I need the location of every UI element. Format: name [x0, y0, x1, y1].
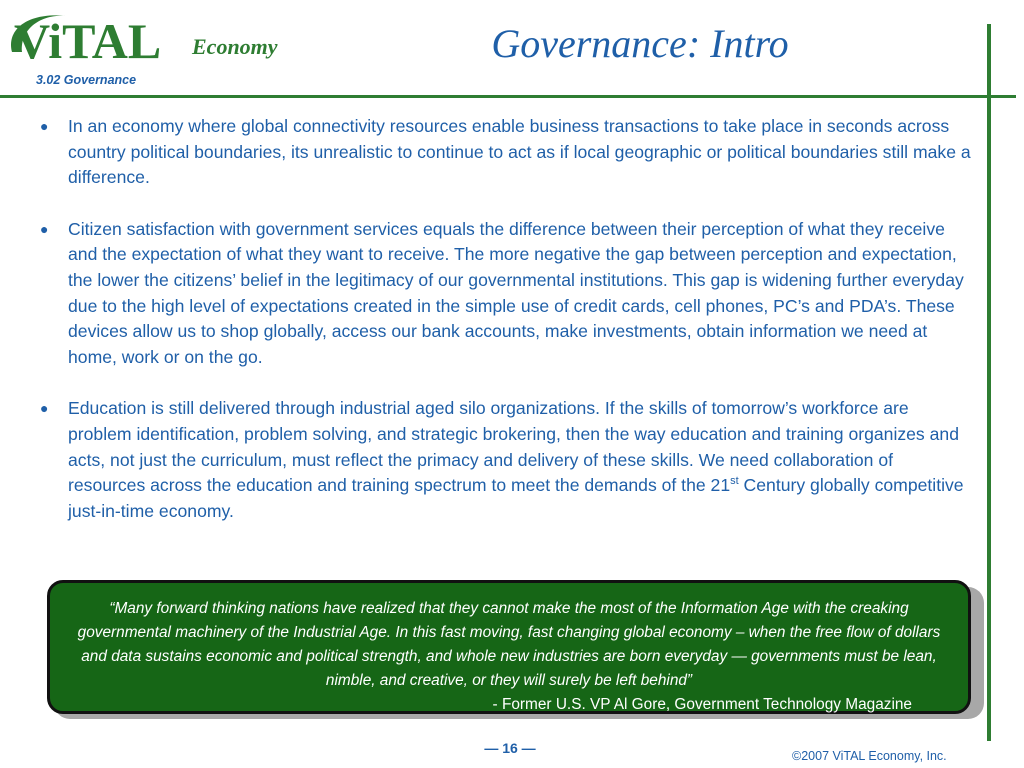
bullet-dot-icon: ● — [40, 220, 49, 237]
logo-sub-text: Economy — [192, 34, 278, 59]
page-number: — 16 — — [484, 740, 536, 756]
bullet-dot-icon: ● — [40, 400, 49, 417]
quote-text: “Many forward thinking nations have realized that they cannot make the most of the Information Age with the creaking governmental machinery of the Industrial Age. In this fast moving, fast changing global economy – when the free flow of dollars and data sustains economic and political strength, and whole new industries are born everyday — governments must be lean, nimble, and creative, or they will surely be left behind” — [77, 600, 941, 689]
horizontal-divider — [0, 95, 1016, 98]
logo-main-text: ViTAL — [14, 13, 162, 69]
page-title: Governance: Intro — [491, 21, 789, 66]
bullet-superscript: st — [730, 475, 739, 488]
quote-attribution: - Former U.S. VP Al Gore, Government Technology Magazine — [492, 696, 912, 713]
bullet-list — [36, 114, 971, 550]
bullet-text: Education is still delivered through industrial aged silo organizations. If the skills of tomorrow’s workforce are problem identification, problem solving, and strategic brokering, then the way education and training organizes and acts, not just the curriculum, must reflect the primacy and delivery of these skills. We need collaboration of resources across the education and training spectrum to meet the demands of the 21 — [68, 398, 959, 496]
bullet-text: In an economy where global connectivity resources enable business transactions to take place in seconds across country political boundaries, its unrealistic to continue to act as if local geographic or political boundaries still make a difference. — [68, 116, 971, 188]
bullet-item — [36, 114, 971, 191]
logo — [4, 6, 294, 72]
bullet-item — [36, 217, 971, 371]
bullet-dot-icon: ● — [40, 118, 49, 134]
bullet-item — [36, 396, 971, 524]
quote-box — [47, 580, 971, 714]
bullet-text: Citizen satisfaction with government services equals the difference between their perception of what they receive and the expectation of what they want to receive. The more negative the gap between perception and expectation, the lower the citizens’ belief in the legitimacy of our governmental institutions. This gap is widening further everyday due to the high level of expectations created in the simple use of credit cards, cell phones, PC’s and PDA’s. These devices allow us to shop globally, access our bank accounts, make investments, obtain information we need at home, work or on the go. — [68, 218, 964, 367]
section-label: 3.02 Governance — [36, 73, 137, 87]
bullet-text-end: Century globally competitive just-in-time economy. — [68, 475, 964, 521]
vertical-divider — [987, 24, 991, 741]
copyright: ©2007 ViTAL Economy, Inc. — [792, 749, 947, 763]
